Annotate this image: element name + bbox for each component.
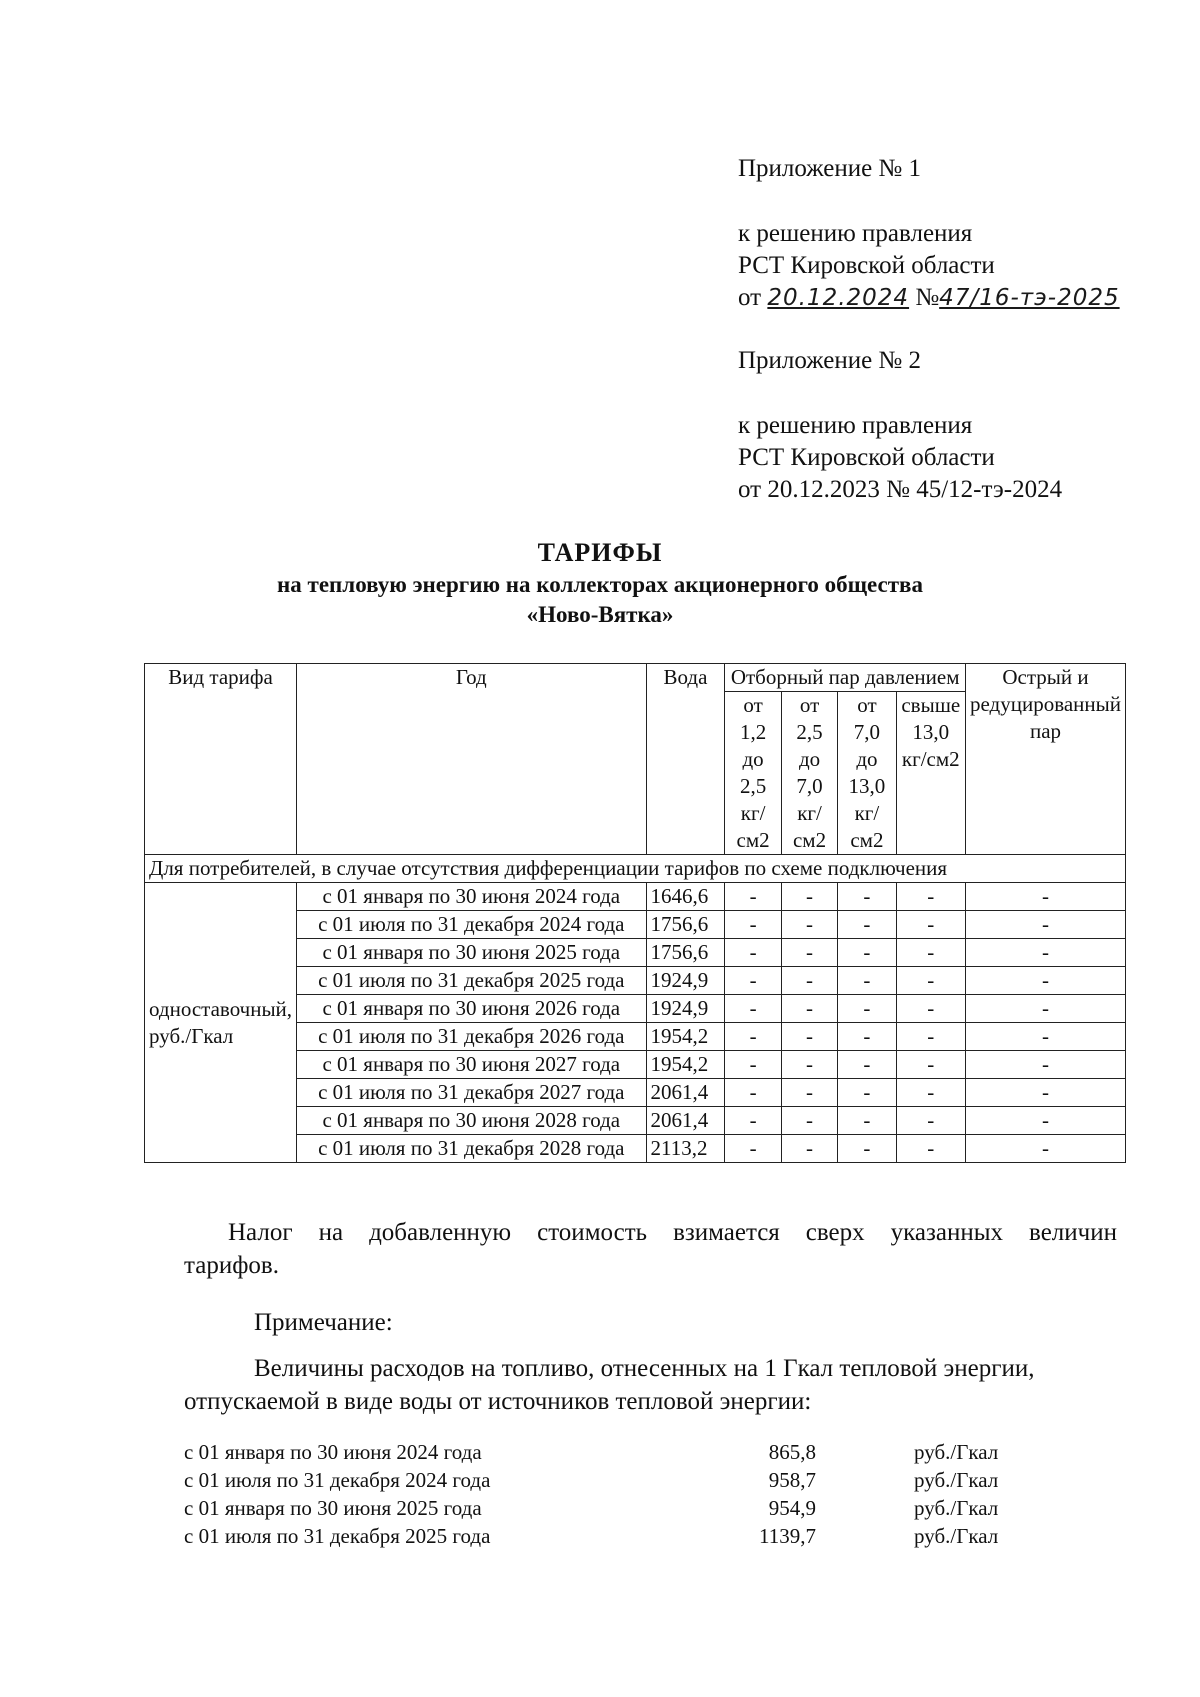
empty-value-cell: - [896,1023,965,1051]
period-cell: с 01 января по 30 июня 2026 года [297,995,647,1023]
water-value-cell: 1756,6 [646,911,725,939]
fuel-row [184,1438,1084,1466]
empty-value-cell: - [781,1107,837,1135]
water-value-cell: 1924,9 [646,967,725,995]
heading-subtitle-1: на тепловую энергию на коллекторах акционерного общества [277,572,923,597]
fuel-intro-line-2: отпускаемой в виде воды от источников тепловой энергии: [184,1388,812,1415]
fuel-row [184,1522,1084,1550]
fuel-period: с 01 января по 30 июня 2025 года [184,1496,482,1520]
empty-value-cell: - [896,1051,965,1079]
tariff-type-cell: одноставочный, руб./Гкал [145,883,297,1163]
period-cell: с 01 января по 30 июня 2027 года [297,1051,647,1079]
appendix-1-line2: РСТ Кировской области [738,252,995,279]
empty-value-cell: - [896,967,965,995]
period-cell: с 01 июля по 31 декабря 2026 года [297,1023,647,1051]
empty-value-cell: - [965,967,1125,995]
table-group-row [145,855,1126,883]
empty-value-cell: - [965,939,1125,967]
empty-value-cell: - [896,883,965,911]
empty-value-cell: - [965,995,1125,1023]
appendix-1-block [738,153,1120,314]
empty-value-cell: - [965,1135,1125,1163]
fuel-row [184,1494,1084,1522]
appendix-1-handwritten-number: 47/16-тэ-2025 [939,285,1120,311]
fuel-value: 954,9 [768,1496,816,1520]
empty-value-cell: - [725,1107,781,1135]
water-value-cell: 1646,6 [646,883,725,911]
empty-value-cell: - [781,967,837,995]
empty-value-cell: - [781,1023,837,1051]
appendix-1-handwritten-date: 20.12.2024 [767,285,910,311]
empty-value-cell: - [725,883,781,911]
empty-value-cell: - [781,883,837,911]
appendix-2-block [738,345,1062,506]
fuel-row [184,1466,1084,1494]
empty-value-cell: - [838,1051,896,1079]
empty-value-cell: - [725,1135,781,1163]
empty-value-cell: - [781,939,837,967]
header-steam-2: от 2,5 до 7,0 кг/см2 [781,692,837,855]
empty-value-cell: - [781,1079,837,1107]
empty-value-cell: - [896,911,965,939]
empty-value-cell: - [896,1135,965,1163]
appendix-1-from-label: от [738,284,762,311]
water-value-cell: 1954,2 [646,1023,725,1051]
group-label: Для потребителей, в случае отсутствия дифференциации тарифов по схеме подключения [145,855,1126,883]
empty-value-cell: - [725,1023,781,1051]
tariff-table [144,663,1126,1163]
empty-value-cell: - [896,939,965,967]
period-cell: с 01 июля по 31 декабря 2025 года [297,967,647,995]
header-steam-4: свыше 13,0 кг/см2 [896,692,965,855]
empty-value-cell: - [781,995,837,1023]
period-cell: с 01 января по 30 июня 2024 года [297,883,647,911]
fuel-unit: руб./Гкал [914,1468,999,1492]
period-cell: с 01 января по 30 июня 2028 года [297,1107,647,1135]
empty-value-cell: - [838,967,896,995]
empty-value-cell: - [838,939,896,967]
empty-value-cell: - [725,1051,781,1079]
appendix-2-line3: от 20.12.2023 № 45/12-тэ-2024 [738,476,1063,503]
appendix-1-title: Приложение № 1 [738,155,922,182]
vat-note-line-1: Налог на добавленную стоимость взимается сверх указанных величин [228,1219,1117,1246]
empty-value-cell: - [965,1107,1125,1135]
fuel-value: 958,7 [768,1468,816,1492]
heading-title: ТАРИФЫ [537,538,663,567]
header-water: Вода [646,664,725,855]
empty-value-cell: - [781,1051,837,1079]
empty-value-cell: - [965,1023,1125,1051]
empty-value-cell: - [725,911,781,939]
empty-value-cell: - [965,1051,1125,1079]
header-steam-3: от 7,0 до 13,0 кг/см2 [838,692,896,855]
water-value-cell: 1756,6 [646,939,725,967]
empty-value-cell: - [781,911,837,939]
fuel-period: с 01 января по 30 июня 2024 года [184,1440,482,1464]
appendix-2-line2: РСТ Кировской области [738,444,995,471]
header-year: Год [297,664,647,855]
empty-value-cell: - [838,911,896,939]
heading-subtitle-2: «Ново-Вятка» [526,602,674,627]
empty-value-cell: - [896,1079,965,1107]
period-cell: с 01 июля по 31 декабря 2027 года [297,1079,647,1107]
table-row [145,883,1126,911]
empty-value-cell: - [725,967,781,995]
empty-value-cell: - [896,995,965,1023]
document-heading [0,536,1200,630]
empty-value-cell: - [896,1107,965,1135]
empty-value-cell: - [965,911,1125,939]
water-value-cell: 2113,2 [646,1135,725,1163]
fuel-unit: руб./Гкал [914,1524,999,1548]
appendix-1-num-label: № [915,284,940,311]
header-tariff-type: Вид тарифа [145,664,297,855]
empty-value-cell: - [838,883,896,911]
appendix-2-line1: к решению правления [738,412,973,439]
empty-value-cell: - [838,1023,896,1051]
empty-value-cell: - [838,1079,896,1107]
vat-note-line-2: тарифов. [184,1252,279,1279]
empty-value-cell: - [838,995,896,1023]
header-steam-1: от 1,2 до 2,5 кг/см2 [725,692,781,855]
fuel-value: 1139,7 [759,1524,816,1548]
water-value-cell: 1924,9 [646,995,725,1023]
fuel-period: с 01 июля по 31 декабря 2025 года [184,1524,491,1548]
fuel-period: с 01 июля по 31 декабря 2024 года [184,1468,491,1492]
table-header-row [145,664,1126,692]
empty-value-cell: - [965,883,1125,911]
fuel-intro-line-1: Величины расходов на топливо, отнесенных на 1 Гкал тепловой энергии, [254,1355,1035,1382]
period-cell: с 01 января по 30 июня 2025 года [297,939,647,967]
empty-value-cell: - [725,939,781,967]
header-steam-group: Отборный пар давлением [725,664,966,692]
fuel-value: 865,8 [768,1440,816,1464]
fuel-intro [184,1352,1117,1418]
appendix-2-title: Приложение № 2 [738,347,922,374]
empty-value-cell: - [781,1135,837,1163]
water-value-cell: 2061,4 [646,1107,725,1135]
empty-value-cell: - [838,1107,896,1135]
fuel-cost-list [184,1438,1084,1550]
note-label: Примечание: [254,1309,393,1336]
period-cell: с 01 июля по 31 декабря 2024 года [297,911,647,939]
empty-value-cell: - [965,1079,1125,1107]
fuel-unit: руб./Гкал [914,1440,999,1464]
appendix-1-line1: к решению правления [738,220,973,247]
vat-note [184,1216,1117,1282]
fuel-unit: руб./Гкал [914,1496,999,1520]
empty-value-cell: - [725,1079,781,1107]
water-value-cell: 1954,2 [646,1051,725,1079]
empty-value-cell: - [725,995,781,1023]
period-cell: с 01 июля по 31 декабря 2028 года [297,1135,647,1163]
empty-value-cell: - [838,1135,896,1163]
header-live-steam: Острый и редуцированный пар [965,664,1125,855]
appendix-1-date-line [738,282,1120,314]
water-value-cell: 2061,4 [646,1079,725,1107]
